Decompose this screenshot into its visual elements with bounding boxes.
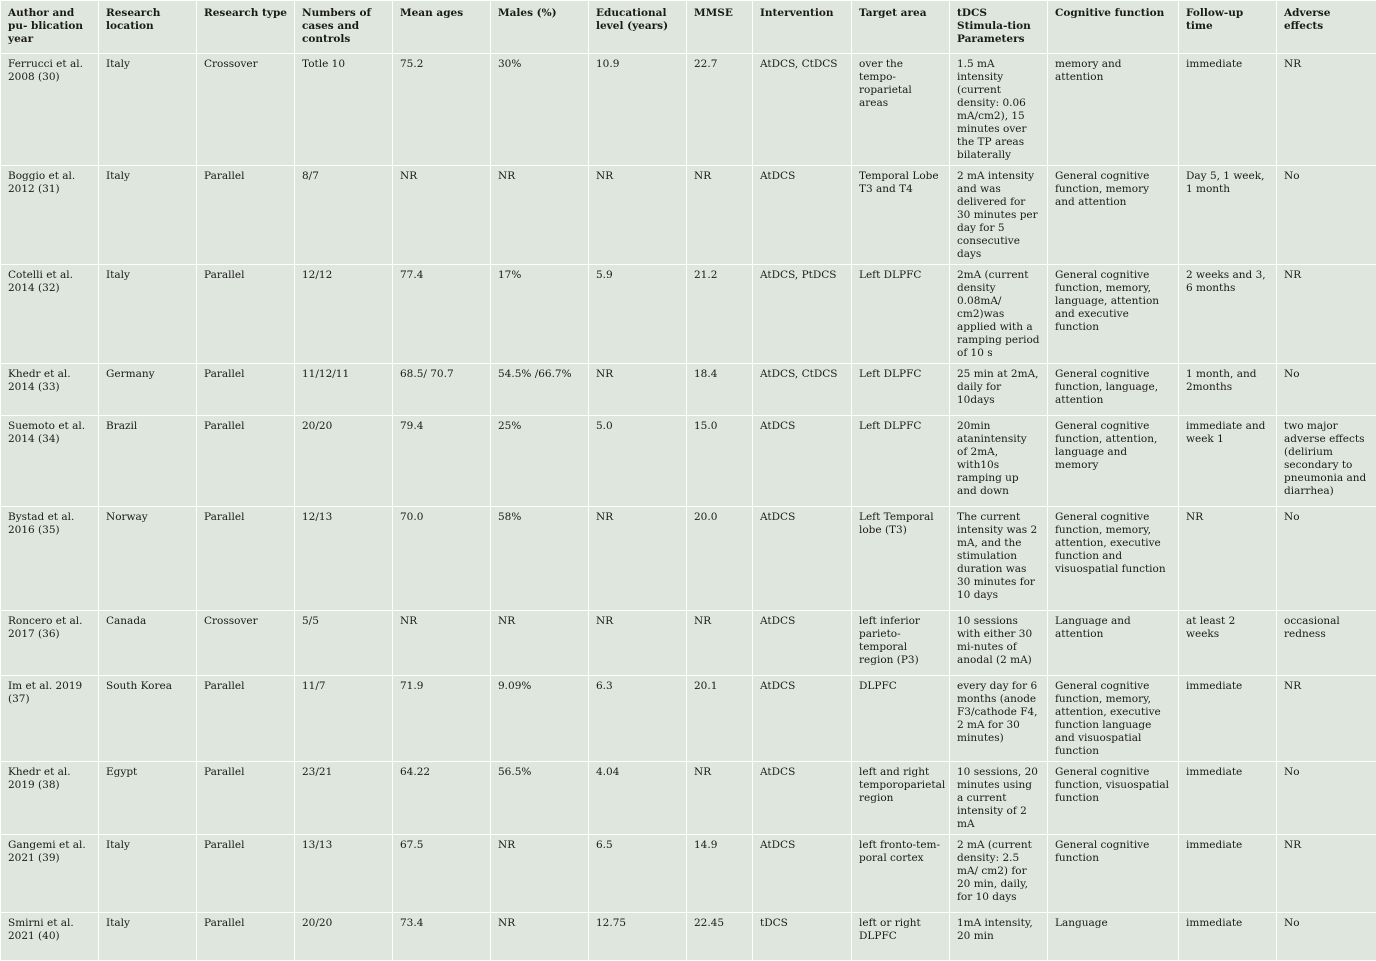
cell-mmse: 22.45 <box>687 913 753 961</box>
cell-tdcs-parameters: 2 mA (current density: 2.5 mA/ cm2) for 20 min, daily, for 10 days <box>950 835 1048 913</box>
column-header-follow-up-time: Follow-up time <box>1179 1 1277 54</box>
cell-tdcs-parameters: 2mA (current density 0.08mA/ cm2)was applied with a ramping period of 10 s <box>950 265 1048 364</box>
cell-research-location: Germany <box>99 364 197 416</box>
cell-educational-level: 6.5 <box>589 835 687 913</box>
cell-author-year: Boggio et al. 2012 (31) <box>1 166 99 265</box>
cell-research-location: Norway <box>99 507 197 611</box>
cell-research-type: Parallel <box>197 913 295 961</box>
cell-cases-controls: Totle 10 <box>295 54 393 166</box>
cell-intervention: AtDCS <box>753 416 852 507</box>
cell-educational-level: 5.9 <box>589 265 687 364</box>
table-row <box>1 364 1376 416</box>
cell-research-type: Parallel <box>197 364 295 416</box>
cell-cases-controls: 12/13 <box>295 507 393 611</box>
cell-males-percent: 56.5% <box>491 762 589 835</box>
cell-target-area: left inferior parieto-temporal region (P3) <box>852 611 950 676</box>
cell-follow-up-time: at least 2 weeks <box>1179 611 1277 676</box>
cell-tdcs-parameters: The current intensity was 2 mA, and the stimulation duration was 30 minutes for 10 days <box>950 507 1048 611</box>
cell-cognitive-function: General cognitive function, memory, attention, executive function and visuospatial function <box>1048 507 1179 611</box>
cell-cognitive-function: General cognitive function, visuospatial function <box>1048 762 1179 835</box>
cell-adverse-effects: occasional redness <box>1277 611 1376 676</box>
table-row <box>1 676 1376 762</box>
cell-mean-ages: 68.5/ 70.7 <box>393 364 491 416</box>
cell-mmse: 20.0 <box>687 507 753 611</box>
cell-mean-ages: 79.4 <box>393 416 491 507</box>
cell-cognitive-function: General cognitive function, memory, attention, executive function language and visuospatial function <box>1048 676 1179 762</box>
cell-tdcs-parameters: 1.5 mA intensity (current density: 0.06 mA/cm2), 15 minutes over the TP areas bilaterally <box>950 54 1048 166</box>
cell-research-type: Crossover <box>197 611 295 676</box>
cell-adverse-effects: NR <box>1277 676 1376 762</box>
table-row <box>1 265 1376 364</box>
column-header-educational-level: Educational level (years) <box>589 1 687 54</box>
cell-intervention: AtDCS <box>753 762 852 835</box>
column-header-intervention: Intervention <box>753 1 852 54</box>
cell-males-percent: NR <box>491 835 589 913</box>
cell-research-location: Egypt <box>99 762 197 835</box>
cell-target-area: left fronto-tem-poral cortex <box>852 835 950 913</box>
cell-target-area: left and right temporoparietal region <box>852 762 950 835</box>
cell-follow-up-time: immediate <box>1179 762 1277 835</box>
cell-follow-up-time: immediate <box>1179 913 1277 961</box>
cell-research-location: Italy <box>99 54 197 166</box>
cell-mmse: NR <box>687 762 753 835</box>
cell-cases-controls: 13/13 <box>295 835 393 913</box>
cell-mmse: 20.1 <box>687 676 753 762</box>
cell-target-area: Left DLPFC <box>852 416 950 507</box>
cell-follow-up-time: 2 weeks and 3, 6 months <box>1179 265 1277 364</box>
cell-mean-ages: NR <box>393 611 491 676</box>
cell-mean-ages: 75.2 <box>393 54 491 166</box>
cell-mmse: NR <box>687 166 753 265</box>
cell-mean-ages: 73.4 <box>393 913 491 961</box>
cell-males-percent: 30% <box>491 54 589 166</box>
cell-author-year: Roncero et al. 2017 (36) <box>1 611 99 676</box>
cell-mean-ages: 70.0 <box>393 507 491 611</box>
cell-males-percent: 17% <box>491 265 589 364</box>
cell-mmse: 15.0 <box>687 416 753 507</box>
column-header-cognitive-function: Cognitive function <box>1048 1 1179 54</box>
cell-cognitive-function: General cognitive function, memory and attention <box>1048 166 1179 265</box>
cell-target-area: left or right DLPFC <box>852 913 950 961</box>
cell-mean-ages: 71.9 <box>393 676 491 762</box>
cell-research-location: South Korea <box>99 676 197 762</box>
cell-research-location: Italy <box>99 835 197 913</box>
cell-adverse-effects: No <box>1277 166 1376 265</box>
cell-research-location: Brazil <box>99 416 197 507</box>
table-row <box>1 416 1376 507</box>
cell-research-type: Parallel <box>197 762 295 835</box>
table-row <box>1 54 1376 166</box>
table-row <box>1 835 1376 913</box>
cell-educational-level: NR <box>589 166 687 265</box>
cell-educational-level: 4.04 <box>589 762 687 835</box>
table-row <box>1 762 1376 835</box>
cell-cases-controls: 5/5 <box>295 611 393 676</box>
cell-intervention: AtDCS, CtDCS <box>753 364 852 416</box>
cell-research-type: Parallel <box>197 416 295 507</box>
column-header-author-year: Author and pu- blication year <box>1 1 99 54</box>
cell-mean-ages: 77.4 <box>393 265 491 364</box>
cell-follow-up-time: immediate and week 1 <box>1179 416 1277 507</box>
cell-research-type: Parallel <box>197 166 295 265</box>
cell-cases-controls: 20/20 <box>295 913 393 961</box>
column-header-males-percent: Males (%) <box>491 1 589 54</box>
cell-cases-controls: 20/20 <box>295 416 393 507</box>
cell-author-year: Suemoto et al. 2014 (34) <box>1 416 99 507</box>
cell-educational-level: NR <box>589 364 687 416</box>
cell-educational-level: NR <box>589 611 687 676</box>
cell-target-area: over the tempo-roparietal areas <box>852 54 950 166</box>
cell-educational-level: 6.3 <box>589 676 687 762</box>
cell-cases-controls: 23/21 <box>295 762 393 835</box>
cell-author-year: Khedr et al. 2019 (38) <box>1 762 99 835</box>
cell-target-area: Temporal Lobe T3 and T4 <box>852 166 950 265</box>
column-header-mmse: MMSE <box>687 1 753 54</box>
cell-tdcs-parameters: every day for 6 months (anode F3/cathode F4, 2 mA for 30 minutes) <box>950 676 1048 762</box>
cell-author-year: Bystad et al. 2016 (35) <box>1 507 99 611</box>
cell-research-location: Italy <box>99 265 197 364</box>
cell-mean-ages: NR <box>393 166 491 265</box>
cell-research-location: Italy <box>99 166 197 265</box>
cell-author-year: Cotelli et al. 2014 (32) <box>1 265 99 364</box>
column-header-mean-ages: Mean ages <box>393 1 491 54</box>
cell-intervention: AtDCS, CtDCS <box>753 54 852 166</box>
cell-adverse-effects: No <box>1277 762 1376 835</box>
cell-tdcs-parameters: 10 sessions, 20 minutes using a current intensity of 2 mA <box>950 762 1048 835</box>
cell-intervention: AtDCS, PtDCS <box>753 265 852 364</box>
cell-research-type: Crossover <box>197 54 295 166</box>
cell-follow-up-time: immediate <box>1179 676 1277 762</box>
cell-mean-ages: 67.5 <box>393 835 491 913</box>
cell-tdcs-parameters: 10 sessions with either 30 mi-nutes of anodal (2 mA) <box>950 611 1048 676</box>
cell-adverse-effects: NR <box>1277 54 1376 166</box>
cell-adverse-effects: two major adverse effects (delirium secondary to pneumonia and diarrhea) <box>1277 416 1376 507</box>
cell-research-type: Parallel <box>197 265 295 364</box>
cell-cognitive-function: General cognitive function <box>1048 835 1179 913</box>
cell-cognitive-function: memory and attention <box>1048 54 1179 166</box>
cell-follow-up-time: 1 month, and 2months <box>1179 364 1277 416</box>
cell-cognitive-function: Language <box>1048 913 1179 961</box>
cell-cognitive-function: Language and attention <box>1048 611 1179 676</box>
cell-author-year: Khedr et al. 2014 (33) <box>1 364 99 416</box>
table-row <box>1 611 1376 676</box>
cell-tdcs-parameters: 20min atanintensity of 2mA, with10s ramping up and down <box>950 416 1048 507</box>
table-row <box>1 913 1376 961</box>
column-header-research-location: Research location <box>99 1 197 54</box>
cell-cognitive-function: General cognitive function, attention, language and memory <box>1048 416 1179 507</box>
cell-follow-up-time: immediate <box>1179 54 1277 166</box>
table-row <box>1 166 1376 265</box>
cell-target-area: DLPFC <box>852 676 950 762</box>
cell-intervention: AtDCS <box>753 166 852 265</box>
cell-author-year: Gangemi et al. 2021 (39) <box>1 835 99 913</box>
cell-target-area: Left DLPFC <box>852 364 950 416</box>
cell-adverse-effects: No <box>1277 364 1376 416</box>
cell-adverse-effects: No <box>1277 913 1376 961</box>
cell-adverse-effects: NR <box>1277 835 1376 913</box>
cell-research-type: Parallel <box>197 676 295 762</box>
cell-author-year: Smirni et al. 2021 (40) <box>1 913 99 961</box>
column-header-cases-controls: Numbers of cases and controls <box>295 1 393 54</box>
cell-research-type: Parallel <box>197 835 295 913</box>
cell-mmse: 21.2 <box>687 265 753 364</box>
cell-males-percent: NR <box>491 913 589 961</box>
cell-educational-level: 12.75 <box>589 913 687 961</box>
cell-males-percent: 9.09% <box>491 676 589 762</box>
cell-intervention: tDCS <box>753 913 852 961</box>
cell-intervention: AtDCS <box>753 676 852 762</box>
cell-research-location: Italy <box>99 913 197 961</box>
table-row <box>1 507 1376 611</box>
cell-males-percent: 54.5% /66.7% <box>491 364 589 416</box>
cell-mmse: 14.9 <box>687 835 753 913</box>
table-header <box>1 1 1376 54</box>
cell-males-percent: 58% <box>491 507 589 611</box>
cell-tdcs-parameters: 1mA intensity, 20 min <box>950 913 1048 961</box>
cell-follow-up-time: Day 5, 1 week, 1 month <box>1179 166 1277 265</box>
cell-research-type: Parallel <box>197 507 295 611</box>
cell-adverse-effects: No <box>1277 507 1376 611</box>
cell-intervention: AtDCS <box>753 611 852 676</box>
column-header-adverse-effects: Adverse effects <box>1277 1 1376 54</box>
cell-mmse: 18.4 <box>687 364 753 416</box>
column-header-research-type: Research type <box>197 1 295 54</box>
cell-intervention: AtDCS <box>753 835 852 913</box>
cell-target-area: Left Temporal lobe (T3) <box>852 507 950 611</box>
cell-cases-controls: 8/7 <box>295 166 393 265</box>
cell-educational-level: 10.9 <box>589 54 687 166</box>
cell-intervention: AtDCS <box>753 507 852 611</box>
cell-author-year: Im et al. 2019 (37) <box>1 676 99 762</box>
cell-tdcs-parameters: 25 min at 2mA, daily for 10days <box>950 364 1048 416</box>
cell-cognitive-function: General cognitive function, language, attention <box>1048 364 1179 416</box>
table-body <box>1 54 1376 961</box>
cell-mmse: 22.7 <box>687 54 753 166</box>
cell-cases-controls: 12/12 <box>295 265 393 364</box>
cell-cases-controls: 11/7 <box>295 676 393 762</box>
cell-follow-up-time: NR <box>1179 507 1277 611</box>
cell-author-year: Ferrucci et al. 2008 (30) <box>1 54 99 166</box>
cell-follow-up-time: immediate <box>1179 835 1277 913</box>
cell-males-percent: 25% <box>491 416 589 507</box>
column-header-tdcs-parameters: tDCS Stimula-tion Parameters <box>950 1 1048 54</box>
cell-mmse: NR <box>687 611 753 676</box>
cell-target-area: Left DLPFC <box>852 265 950 364</box>
cell-males-percent: NR <box>491 611 589 676</box>
cell-cases-controls: 11/12/11 <box>295 364 393 416</box>
cell-cognitive-function: General cognitive function, memory, language, attention and executive function <box>1048 265 1179 364</box>
column-header-target-area: Target area <box>852 1 950 54</box>
cell-tdcs-parameters: 2 mA intensity and was delivered for 30 minutes per day for 5 consecutive days <box>950 166 1048 265</box>
header-row <box>1 1 1376 54</box>
cell-males-percent: NR <box>491 166 589 265</box>
cell-educational-level: 5.0 <box>589 416 687 507</box>
cell-research-location: Canada <box>99 611 197 676</box>
cell-educational-level: NR <box>589 507 687 611</box>
cell-mean-ages: 64.22 <box>393 762 491 835</box>
cell-adverse-effects: NR <box>1277 265 1376 364</box>
